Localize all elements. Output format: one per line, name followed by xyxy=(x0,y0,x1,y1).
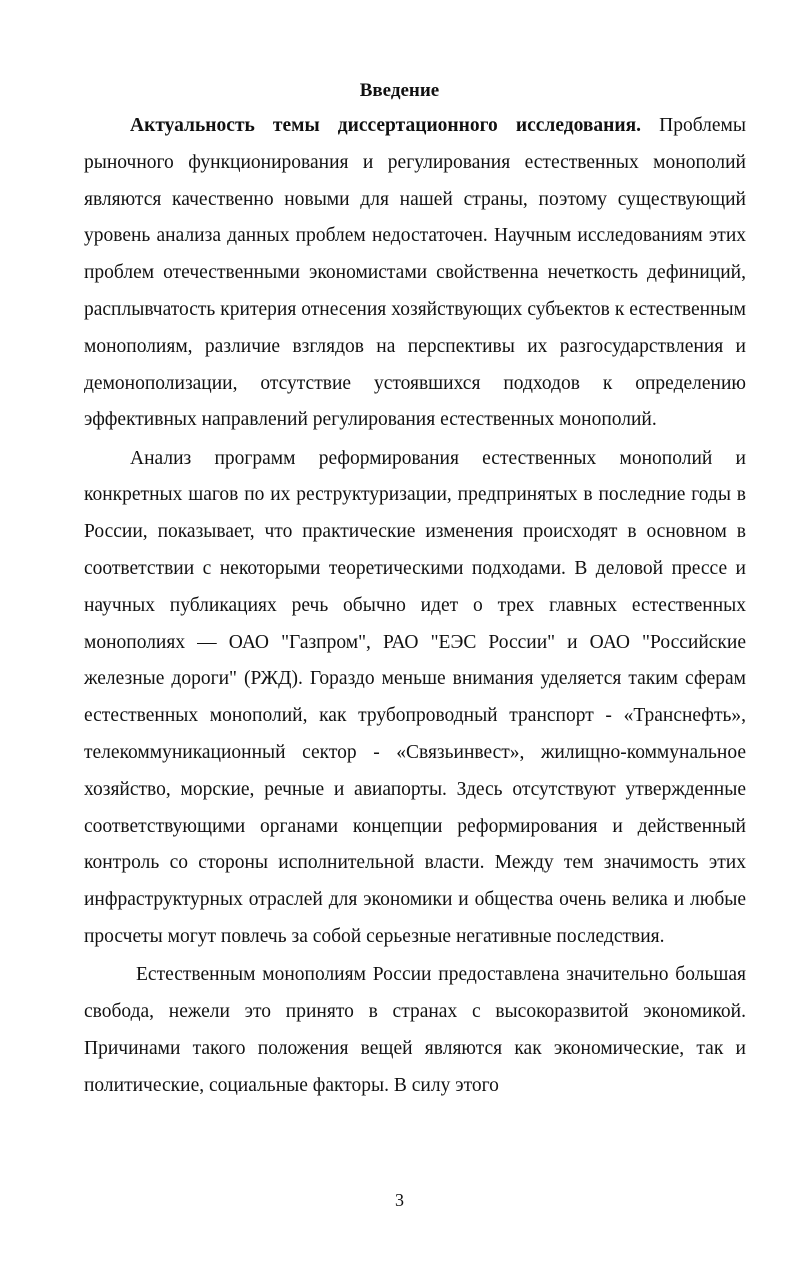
paragraph-reform-analysis xyxy=(84,441,746,956)
body-text xyxy=(84,108,746,1106)
paragraph-text: Естественным монополиям России предоставлена значительно большая свобода, нежели это принято в странах с высокоразвитой экономикой. Причинами такого положения вещей являются как экономические, так и политические, социальные факторы. В силу этого xyxy=(84,964,746,1096)
paragraph-relevance xyxy=(84,108,746,439)
paragraph-monopoly-freedom xyxy=(84,957,746,1104)
page-number: 3 xyxy=(395,1190,404,1210)
section-heading: Введение xyxy=(359,80,440,101)
paragraph-lead-bold: Актуальность темы диссертационного исследования. xyxy=(130,115,642,136)
paragraph-text: Проблемы рыночного функционирования и регулирования естественных монополий являются качественно новыми для нашей страны, поэтому существующий уровень анализа данных проблем недостаточен. Научным исследованиям этих проблем отечественными экономистами свойственна нечеткость дефиниций, расплывчатость критерия отнесения хозяйствующих субъектов к естественным монополиям, различие взглядов на перспективы их разгосударствления и демонополизации, отсутствие устоявшихся подходов к определению эффективных направлений регулирования естественных монополий. xyxy=(84,115,746,431)
paragraph-text: Анализ программ реформирования естественных монополий и конкретных шагов по их реструктуризации, предпринятых в последние годы в России, показывает, что практические изменения происходят в основном в соответствии с некоторыми теоретическими подходами. В деловой прессе и научных публикациях речь обычно идет о трех главных естественных монополиях — ОАО "Газпром", РАО "ЕЭС России" и ОАО "Российские железные дороги" (РЖД). Гораздо меньше внимания уделяется таким сферам естественных монополий, как трубопроводный транспорт - «Транснефть», телекоммуникационный сектор - «Связьинвест», жилищно-коммунальное хозяйство, морские, речные и авиапорты. Здесь отсутствуют утвержденные соответствующими органами концепции реформирования и действенный контроль со стороны исполнительной власти. Между тем значимость этих инфраструктурных отраслей для экономики и общества очень велика и любые просчеты могут повлечь за собой серьезные негативные последствия. xyxy=(84,447,746,948)
